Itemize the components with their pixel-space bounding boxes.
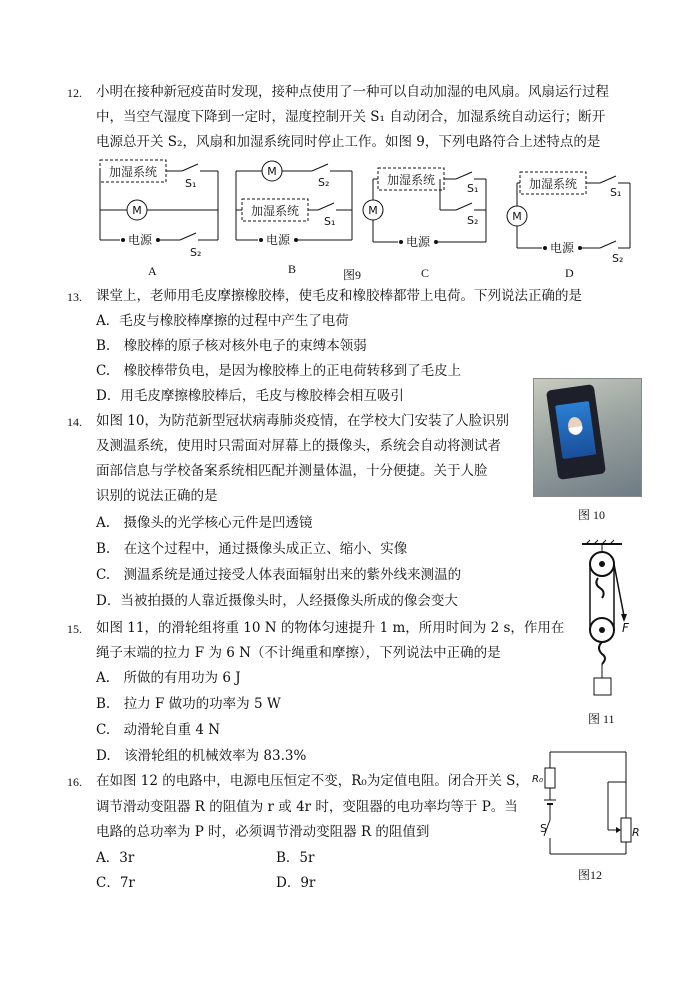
svg-text:电源: 电源	[549, 241, 575, 255]
motor-label: M	[132, 204, 142, 217]
question-text-line: 如图 11，的滑轮组将重 10 N 的物体匀速提升 1 m，所用时间为 2 s，作用在	[96, 620, 565, 636]
figure-12-caption: 图12	[578, 868, 603, 882]
question-text-line: 如图 10，为防范新型冠状病毒肺炎疫情，在学校大门安装了人脸识别	[96, 413, 509, 429]
question-text-line: 电路的总功率为 P 时，必须调节滑动变阻器 R 的阻值到	[96, 824, 430, 840]
question-number: 13.	[67, 290, 82, 304]
face-recognition-photo	[533, 378, 642, 497]
option-c[interactable]: C. 测温系统是通过接受人体表面辐射出来的紫外线来测温的	[96, 567, 462, 583]
question-text-line: 面部信息与学校备案系统相匹配并测量体温，十分便捷。关于人脸	[96, 463, 488, 479]
option-a[interactable]: A. 摄像头的光学核心元件是凹透镜	[96, 515, 313, 531]
circuit-b	[236, 161, 352, 247]
question-number: 12.	[67, 86, 82, 100]
svg-text:电源: 电源	[405, 235, 431, 249]
circuit-d	[507, 172, 630, 265]
option-a[interactable]: A．3r	[96, 850, 135, 866]
question-text-line: 及测温系统，使用时只需面对屏幕上的摄像头，系统会自动将测试者	[96, 438, 501, 454]
option-c[interactable]: C．7r	[96, 875, 135, 891]
option-d[interactable]: D．用毛皮摩擦橡胶棒后，毛皮与橡胶棒会相互吸引	[96, 388, 404, 404]
question-text-line: 绳子末端的拉力 F 为 6 N（不计绳重和摩擦），下列说法中正确的是	[96, 645, 501, 661]
question-number: 14.	[67, 415, 82, 429]
option-d[interactable]: D. 该滑轮组的机械效率为 83.3%	[96, 748, 307, 764]
question-text-line: 小明在接种新冠疫苗时发现，接种点使用了一种可以自动加湿的电风扇。风扇运行过程	[96, 84, 609, 100]
option-c-label: C	[421, 266, 430, 280]
option-b[interactable]: B. 橡胶棒的原子核对核外电子的束缚本领弱	[96, 338, 367, 354]
svg-text:M: M	[512, 210, 522, 223]
humidifier-label: 加湿系统	[108, 165, 158, 179]
force-label: F	[622, 621, 629, 635]
s-label: S	[540, 822, 547, 835]
svg-text:S₂: S₂	[612, 252, 624, 265]
svg-text:S₁: S₁	[467, 182, 479, 195]
s2-label: S₂	[190, 246, 202, 259]
question-text-line: 课堂上，老师用毛皮摩擦橡胶棒，使毛皮和橡胶棒都带上电荷。下列说法正确的是	[96, 288, 582, 304]
svg-text:加湿系统: 加湿系统	[250, 204, 300, 218]
option-d[interactable]: D．当被拍摄的人靠近摄像头时，人经摄像头所成的像会变大	[96, 593, 458, 609]
figure-9-circuits	[90, 152, 640, 280]
question-text-line: 在如图 12 的电路中，电源电压恒定不变，R₀为定值电阻。闭合开关 S，	[96, 773, 529, 789]
question-text-line: 识别的说法正确的是	[96, 488, 218, 504]
r0-label: R₀	[532, 774, 543, 785]
svg-text:加湿系统: 加湿系统	[528, 177, 578, 191]
option-d-label: D	[565, 266, 574, 280]
svg-text:S₂: S₂	[467, 214, 479, 227]
option-b-label: B	[288, 262, 297, 276]
circuit-c	[363, 168, 486, 249]
question-text-line: 中，当空气湿度下降到一定时，湿度控制开关 S₁ 自动闭合，加湿系统自动运行；断开	[96, 109, 606, 125]
figure-11-pulley	[568, 538, 640, 708]
svg-text:电源: 电源	[265, 233, 291, 247]
svg-text:M: M	[267, 165, 277, 178]
option-d[interactable]: D．9r	[276, 875, 316, 891]
question-number: 16.	[67, 775, 82, 789]
figure-9-caption: 图9	[343, 268, 362, 282]
svg-text:加湿系统: 加湿系统	[386, 173, 436, 187]
r-label: R	[632, 826, 640, 839]
figure-11-caption: 图 11	[588, 712, 615, 726]
option-c[interactable]: C. 橡胶棒带负电，是因为橡胶棒上的正电荷转移到了毛皮上	[96, 363, 462, 379]
device-image	[546, 384, 606, 480]
circuit-a	[100, 160, 218, 259]
option-a-label: A	[148, 264, 157, 278]
question-number: 15.	[67, 622, 82, 636]
option-a[interactable]: A. 所做的有用功为 6 J	[96, 670, 241, 686]
figure-10-caption: 图 10	[578, 508, 606, 522]
figure-12-circuit	[530, 746, 642, 864]
svg-text:M: M	[368, 204, 378, 217]
option-b[interactable]: B．5r	[276, 850, 315, 866]
question-text-line: 电源总开关 S₂，风扇和加湿系统同时停止工作。如图 9，下列电路符合上述特点的是	[96, 134, 601, 150]
option-a[interactable]: A．毛皮与橡胶棒摩擦的过程中产生了电荷	[96, 313, 349, 329]
option-b[interactable]: B. 在这个过程中，通过摄像头成正立、缩小、实像	[96, 541, 408, 557]
svg-text:S₁: S₁	[324, 215, 336, 228]
option-b[interactable]: B. 拉力 F 做功的功率为 5 W	[96, 696, 281, 712]
s1-label: S₁	[185, 177, 197, 190]
power-label: 电源	[127, 233, 153, 247]
question-text-line: 调节滑动变阻器 R 的阻值为 r 或 4r 时，变阻器的电功率均等于 P。当	[96, 799, 518, 815]
svg-text:S₂: S₂	[318, 176, 330, 189]
svg-text:S₁: S₁	[610, 186, 622, 199]
option-c[interactable]: C. 动滑轮自重 4 N	[96, 722, 221, 738]
